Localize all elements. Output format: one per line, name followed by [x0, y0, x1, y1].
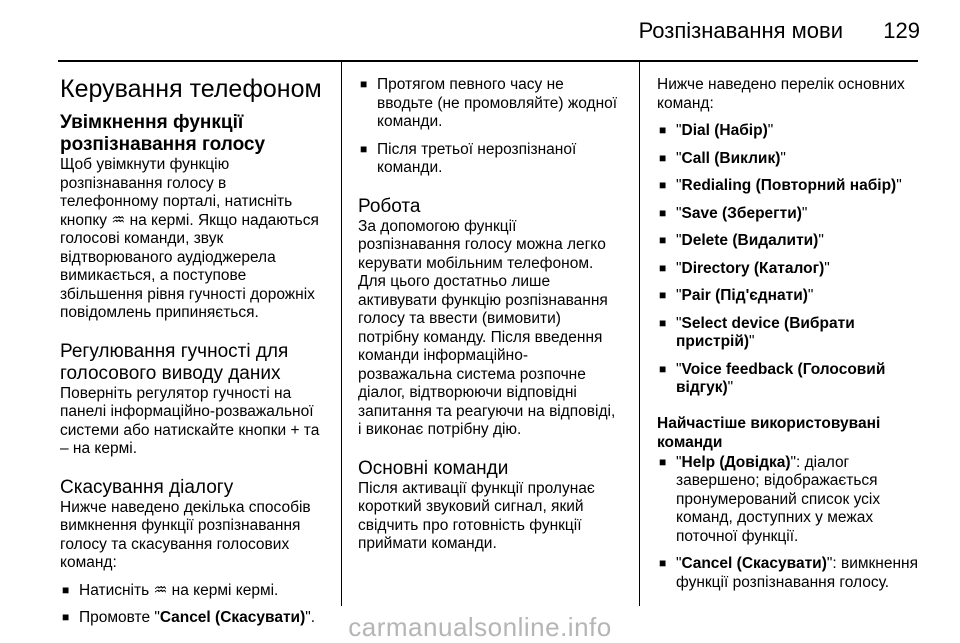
text-line: Нижче наведено декілька способів	[60, 498, 311, 516]
command-item: ■ "Select device (Вибрати пристрій)"	[657, 315, 919, 352]
text-line: свідчить про готовність функції	[358, 516, 582, 534]
page-title: Розпізнавання мови	[638, 18, 843, 43]
watermark: carmanualsonline.info	[348, 612, 612, 642]
text-line: кнопку ♒ на кермі. Якщо надаються	[60, 211, 319, 229]
text-line: голосові команди, звук	[60, 230, 224, 247]
text-line: вимикається, а поступове	[60, 267, 247, 284]
list-item	[358, 141, 636, 178]
text-line: вводьте (не промовляйте) жодної	[377, 94, 618, 112]
text-line: команди.	[377, 159, 443, 176]
command-name: Delete (Видалити)	[681, 232, 819, 249]
command-item: ■ "Directory (Каталог)"	[657, 260, 919, 279]
command-item: ■ "Pair (Під'єднати)"	[657, 287, 919, 306]
text-line: Щоб увімкнути функцію	[60, 156, 230, 173]
subheading-voice-activation	[60, 112, 332, 156]
subheading-line: розпізнавання голосу	[60, 134, 266, 155]
subheading-line: Регулювання гучності для	[60, 340, 289, 362]
subheading-volume	[60, 341, 332, 385]
text-line: команд:	[657, 94, 714, 112]
text-line: повідомлень припиняється.	[60, 304, 259, 321]
text-line: функції розпізнавання голосу.	[676, 573, 890, 591]
column-1	[60, 64, 332, 628]
text-span: ": діалог	[790, 453, 850, 471]
command-name: Pair (Під'єднати)	[681, 287, 808, 304]
page-number: 129	[883, 18, 920, 43]
text-line: ■ Протягом певного часу не	[377, 76, 564, 93]
command-name: Call (Виклик)	[681, 149, 781, 167]
text-line: діалог, відтворюючи відповідні	[358, 384, 577, 401]
paragraph-volume	[60, 385, 332, 459]
text-line: команд:	[60, 554, 117, 571]
text-line: потрібну команду. Після введення	[358, 328, 603, 346]
paragraph-voice-activation	[60, 156, 332, 323]
subheading-basic-commands: Основні команди	[358, 457, 509, 479]
page-header	[0, 0, 960, 62]
paragraph-operation	[358, 218, 636, 440]
command-item: ■ "Cancel (Скасувати)": вимкнення функції розпізнавання голосу.	[657, 555, 919, 592]
list-item: ■ Натисніть ♒ на кермі кермі.	[60, 582, 332, 601]
text-line: завершено; відображається	[676, 472, 878, 489]
text-line: Поверніть регулятор гучності на	[60, 384, 292, 402]
text-line: розпізнавання голосу можна легко	[358, 236, 606, 253]
column-divider-1	[341, 60, 342, 606]
text-line: приймати команди.	[358, 535, 497, 552]
text-line: команд, доступних у межах	[676, 509, 874, 526]
text-line: активувати функцію розпізнавання	[358, 291, 608, 309]
text-line: пронумерований список усіх	[676, 490, 881, 508]
subheading-cancel-dialog: Скасування діалогу	[60, 476, 234, 498]
text-line: розважальна система розпочне	[358, 365, 586, 383]
paragraph-command-intro	[657, 76, 919, 113]
text-line: телефонному порталі, натисніть	[60, 193, 293, 210]
text-line: Після активації функції пролунає	[358, 479, 595, 497]
command-name: пристрій)	[676, 333, 750, 350]
paragraph-cancel-dialog	[60, 499, 332, 573]
text-line: системи або натискайте кнопки + та	[60, 421, 320, 439]
command-item: ■ "Voice feedback (Голосовий відгук)"	[657, 361, 919, 398]
text-line: збільшення рівня гучності дорожніх	[60, 285, 315, 303]
command-name: Cancel (Скасувати)	[681, 555, 827, 572]
command-name: Help (Довідка)	[681, 453, 791, 471]
text-line: ■ Після третьої нерозпізнаної	[377, 140, 577, 158]
command-name: Redialing (Повторний набір)	[681, 177, 897, 194]
text-line: голосу та скасування голосових	[60, 535, 290, 553]
command-name: Dial (Набір)	[681, 122, 768, 139]
text-span: ": вимкнення	[826, 555, 918, 572]
column-3	[657, 76, 919, 592]
subheading-line: Увімкнення функції	[60, 112, 244, 133]
text-line: керувати мобільним телефоном.	[358, 254, 594, 272]
column-2	[358, 70, 636, 554]
text-line: і виконає потрібну дію.	[358, 421, 522, 438]
column-divider-2	[639, 60, 640, 606]
text-line: запитання та реагуючи на відповіді,	[358, 402, 616, 420]
text-line: команди.	[377, 113, 443, 130]
command-name: відгук)	[676, 379, 728, 396]
text-line: За допомогою функції	[358, 217, 517, 235]
text-line: голосу та ввести (вимовити)	[358, 310, 561, 327]
command-name: Select device (Вибрати	[681, 314, 855, 332]
text-line: – на кермі.	[60, 440, 138, 457]
section-heading: Керування телефоном	[60, 75, 322, 103]
command-item: ■ "Help (Довідка)": діалог завершено; відображається пронумерований список усіх команд, доступних у межах поточної функції.	[657, 454, 919, 547]
command-item: ■ "Delete (Видалити)"	[657, 232, 919, 251]
text-line: панелі інформаційно-розважальної	[60, 403, 314, 420]
subheading-line: Найчастіше використовувані	[657, 414, 881, 432]
command-name: Directory (Каталог)	[681, 259, 825, 277]
header-rule	[58, 60, 918, 62]
text-line: поточної функції.	[676, 527, 799, 545]
text-line: Для цього достатньо лише	[358, 273, 551, 290]
text-line: розпізнавання голосу в	[60, 174, 227, 192]
command-name: Cancel (Скасувати)	[159, 609, 306, 626]
subheading-operation: Робота	[358, 195, 421, 217]
command-item: ■ "Call (Виклик)"	[657, 150, 919, 169]
list-item	[358, 76, 636, 132]
text-line: короткий звуковий сигнал, який	[358, 498, 584, 515]
subheading-line: команди	[657, 433, 723, 451]
text-span: ".	[305, 609, 316, 626]
text-span: Промовте "	[79, 609, 160, 626]
text-line: Нижче наведено перелік основних	[657, 76, 905, 93]
command-item: ■ "Save (Зберегти)"	[657, 205, 919, 224]
command-name: Voice feedback (Голосовий	[681, 360, 886, 378]
command-item: ■ "Redialing (Повторний набір)"	[657, 177, 919, 196]
text-line: вимкнення функції розпізнавання	[60, 517, 301, 534]
command-item: ■ "Dial (Набір)"	[657, 122, 919, 141]
subheading-line: голосового виводу даних	[60, 362, 281, 384]
subheading-common-commands	[657, 414, 919, 452]
text-line: відтворюваного аудіоджерела	[60, 248, 276, 266]
command-name: Save (Зберегти)	[681, 204, 802, 222]
text-line: команди інформаційно-	[358, 347, 529, 364]
paragraph-basic-commands	[358, 480, 636, 554]
